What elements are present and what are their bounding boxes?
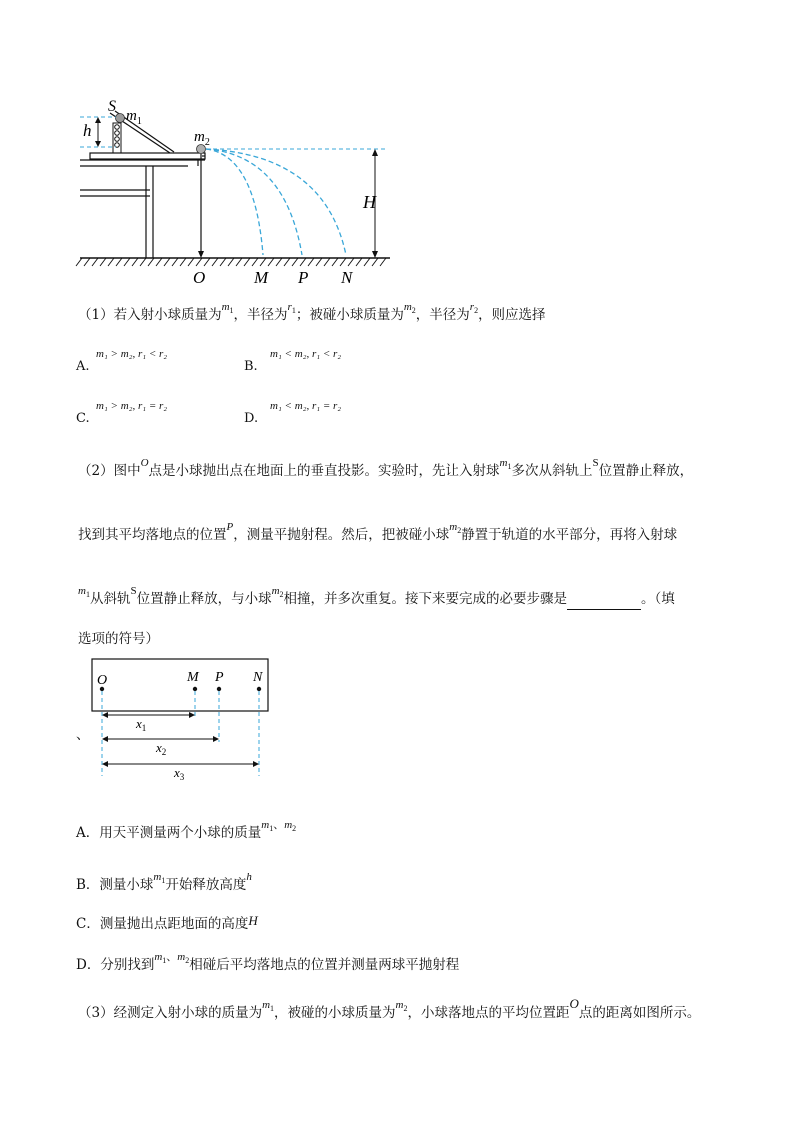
label-m1: $m_1$ <box>126 108 142 127</box>
ground-hatching <box>76 258 386 266</box>
q2-option-b[interactable]: B．测量小球$^{m_1}$开始释放高度$^h$ <box>76 871 252 893</box>
label-m2: $m_2$ <box>194 129 210 148</box>
q1-option-d-expr: m₁ < m₂, r₁ = r₂ <box>270 400 342 412</box>
stray-mark: 、 <box>76 727 90 743</box>
point-M <box>193 687 197 691</box>
label-x1: $x_1$ <box>136 716 147 733</box>
label-P: P <box>298 268 309 287</box>
ball-m1 <box>116 114 125 123</box>
label-h: h <box>83 121 92 140</box>
label-x3: $x_3$ <box>174 765 185 781</box>
q2-option-a[interactable]: A．用天平测量两个小球的质量$^{m_1、m_2}$ <box>76 819 297 841</box>
q3-stem: （3）经测定入射小球的质量为$^{m_1}$，被碰的小球质量为$^{m_2}$，小球落地点的平均位置距O点的距离如图所示。 <box>78 996 701 1021</box>
landing-distance-figure <box>88 656 273 781</box>
q1-option-d[interactable]: D. <box>244 411 259 426</box>
answer-blank[interactable] <box>567 595 641 610</box>
point-P <box>217 687 221 691</box>
q1-option-c[interactable]: C. <box>76 411 90 426</box>
fig2-label-N: N <box>253 670 263 685</box>
q1-option-a[interactable]: A. <box>76 359 90 374</box>
fig2-label-P: P <box>215 670 224 685</box>
label-S: S <box>108 98 116 115</box>
q1-option-c-expr: m₁ > m₂, r₁ = r₂ <box>96 400 168 412</box>
trajectory-N <box>206 149 346 255</box>
support-column <box>113 123 121 153</box>
point-N <box>257 687 261 691</box>
fig2-label-M: M <box>187 670 199 685</box>
q2-line-4: 选项的符号） <box>78 631 159 647</box>
track <box>90 111 205 159</box>
q2-option-c[interactable]: C．测量抛出点距地面的高度H <box>76 913 258 932</box>
q1-option-b-expr: m₁ < m₂, r₁ < r₂ <box>270 348 342 360</box>
q1-option-b[interactable]: B. <box>244 359 258 374</box>
q2-line-2: 找到其平均落地点的位置$^P$，测量平抛射程。然后，把被碰小球$^{m_2}$静置于轨道的水平部分，再将入射球 <box>78 521 678 543</box>
q2-option-d[interactable]: D．分别找到$^{m_1、m_2}$相碰后平均落地点的位置并测量两球平抛射程 <box>76 951 460 973</box>
label-N: N <box>341 268 353 287</box>
q1-option-a-expr: m₁ > m₂, r₁ < r₂ <box>96 348 168 360</box>
table <box>80 160 205 258</box>
label-M: M <box>254 268 269 287</box>
q1-stem: （1）若入射小球质量为$^{m_1}$，半径为$^{r_1}$；被碰小球质量为$^{m_2}$，半径为$^{r_2}$，则应选择 <box>78 301 546 323</box>
label-H: H <box>363 192 376 212</box>
label-x2: $x_2$ <box>156 740 167 757</box>
label-O: O <box>193 268 206 287</box>
q2-line-1: （2）图中$^O$点是小球抛出点在地面上的垂直投影。实验时，先让入射球$^{m_1}$多次从斜轨上$^S$位置静止释放， <box>78 457 694 479</box>
fig2-label-O: O <box>97 673 108 688</box>
landing-paper <box>92 659 268 711</box>
experiment-apparatus-figure <box>70 95 400 290</box>
q2-line-3: $^{m_1}$从斜轨$^S$位置静止释放，与小球$^{m_2}$相撞，并多次重复。接下来要完成的必要步骤是 。（填 <box>78 590 675 610</box>
